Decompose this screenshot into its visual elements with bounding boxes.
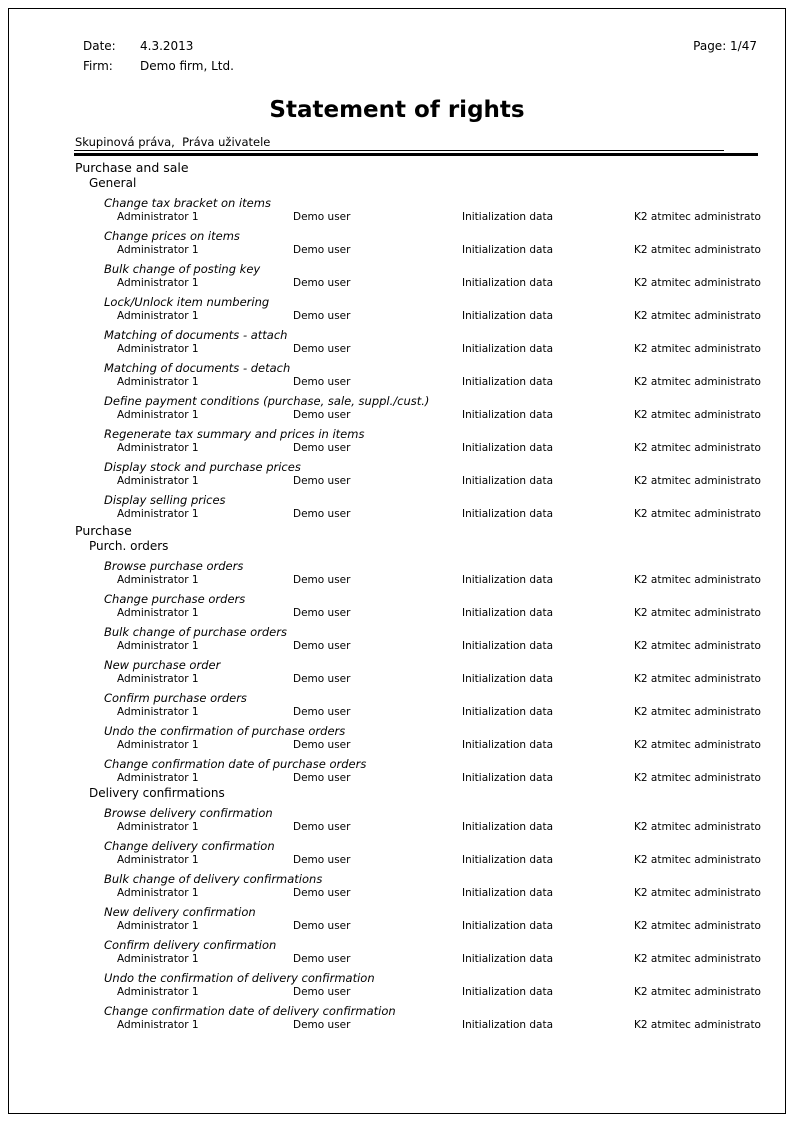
- permission-row: [9, 309, 785, 323]
- row-cell: Initialization data: [462, 475, 554, 487]
- permission-row: [9, 919, 785, 933]
- row-cell: Administrator 1: [117, 953, 199, 965]
- permission-block: [9, 626, 785, 653]
- date-label: Date:: [83, 39, 116, 53]
- row-cell: K2 atmitec administrato: [634, 607, 761, 619]
- permission-block: [9, 692, 785, 719]
- row-cell: Initialization data: [462, 953, 554, 965]
- permission-block: [9, 296, 785, 323]
- row-cell: Administrator 1: [117, 640, 199, 652]
- permission-title: Undo the confirmation of purchase orders: [104, 724, 346, 738]
- permission-block: [9, 263, 785, 290]
- row-cell: Initialization data: [462, 607, 554, 619]
- row-cell: Administrator 1: [117, 343, 199, 355]
- row-cell: K2 atmitec administrato: [634, 706, 761, 718]
- permission-title: Confirm delivery confirmation: [104, 938, 277, 952]
- row-cell: Demo user: [293, 640, 351, 652]
- date-value: 4.3.2013: [140, 39, 194, 53]
- page-number: Page: 1/47: [693, 39, 757, 53]
- row-cell: Initialization data: [462, 409, 554, 421]
- permission-block: [9, 840, 785, 867]
- row-cell: Demo user: [293, 673, 351, 685]
- permission-title: Browse purchase orders: [104, 559, 244, 573]
- permission-title: New delivery confirmation: [104, 905, 256, 919]
- permission-row: [9, 952, 785, 966]
- permission-row: [9, 820, 785, 834]
- row-cell: Administrator 1: [117, 376, 199, 388]
- permission-title: Display stock and purchase prices: [104, 460, 301, 474]
- row-cell: Initialization data: [462, 211, 554, 223]
- permission-title: Change confirmation date of delivery confirmation: [104, 1004, 396, 1018]
- permission-row: [9, 441, 785, 455]
- permission-row: [9, 507, 785, 521]
- permission-title: Change prices on items: [104, 229, 240, 243]
- permission-row: [9, 738, 785, 752]
- row-cell: K2 atmitec administrato: [634, 986, 761, 998]
- row-cell: Demo user: [293, 953, 351, 965]
- permission-row: [9, 375, 785, 389]
- permission-block: [9, 197, 785, 224]
- row-cell: Demo user: [293, 854, 351, 866]
- row-cell: Administrator 1: [117, 211, 199, 223]
- row-cell: Demo user: [293, 706, 351, 718]
- permission-row: [9, 672, 785, 686]
- permission-block: [9, 230, 785, 257]
- row-cell: K2 atmitec administrato: [634, 821, 761, 833]
- row-cell: Demo user: [293, 508, 351, 520]
- permission-block: [9, 329, 785, 356]
- header-rule-thin: [74, 150, 724, 151]
- row-cell: Initialization data: [462, 706, 554, 718]
- row-cell: Administrator 1: [117, 887, 199, 899]
- row-cell: K2 atmitec administrato: [634, 1019, 761, 1031]
- permission-row: [9, 408, 785, 422]
- row-cell: Administrator 1: [117, 442, 199, 454]
- permission-title: Change delivery confirmation: [104, 839, 275, 853]
- row-cell: Demo user: [293, 920, 351, 932]
- permission-title: Change tax bracket on items: [104, 196, 271, 210]
- row-cell: K2 atmitec administrato: [634, 343, 761, 355]
- permission-block: [9, 659, 785, 686]
- row-cell: K2 atmitec administrato: [634, 854, 761, 866]
- row-cell: K2 atmitec administrato: [634, 772, 761, 784]
- permission-row: [9, 243, 785, 257]
- row-cell: Initialization data: [462, 920, 554, 932]
- permission-title: Confirm purchase orders: [104, 691, 247, 705]
- permission-block: [9, 906, 785, 933]
- row-cell: Demo user: [293, 343, 351, 355]
- row-cell: Initialization data: [462, 574, 554, 586]
- row-cell: Administrator 1: [117, 706, 199, 718]
- row-cell: Demo user: [293, 277, 351, 289]
- firm-value: Demo firm, Ltd.: [140, 59, 234, 73]
- row-cell: Administrator 1: [117, 854, 199, 866]
- permission-row: [9, 276, 785, 290]
- row-cell: Demo user: [293, 475, 351, 487]
- permission-block: [9, 560, 785, 587]
- row-cell: Demo user: [293, 376, 351, 388]
- row-cell: Demo user: [293, 887, 351, 899]
- row-cell: K2 atmitec administrato: [634, 244, 761, 256]
- permission-title: Undo the confirmation of delivery confirmation: [104, 971, 375, 985]
- row-cell: Demo user: [293, 409, 351, 421]
- row-cell: Initialization data: [462, 640, 554, 652]
- permission-row: [9, 573, 785, 587]
- row-cell: Initialization data: [462, 854, 554, 866]
- row-cell: Administrator 1: [117, 739, 199, 751]
- subsection-title: Delivery confirmations: [89, 786, 225, 800]
- permission-row: [9, 886, 785, 900]
- row-cell: K2 atmitec administrato: [634, 409, 761, 421]
- permission-row: [9, 342, 785, 356]
- row-cell: K2 atmitec administrato: [634, 310, 761, 322]
- row-cell: Administrator 1: [117, 986, 199, 998]
- row-cell: Initialization data: [462, 442, 554, 454]
- permission-title: Change confirmation date of purchase orders: [104, 757, 367, 771]
- permission-block: [9, 362, 785, 389]
- row-cell: Administrator 1: [117, 310, 199, 322]
- row-cell: Demo user: [293, 1019, 351, 1031]
- permission-title: Matching of documents - detach: [104, 361, 291, 375]
- header-rule-thick: [74, 153, 758, 156]
- row-cell: Demo user: [293, 244, 351, 256]
- permission-block: [9, 428, 785, 455]
- row-cell: K2 atmitec administrato: [634, 673, 761, 685]
- rights-section: [9, 523, 785, 1032]
- row-cell: Administrator 1: [117, 920, 199, 932]
- row-cell: K2 atmitec administrato: [634, 739, 761, 751]
- permission-title: Lock/Unlock item numbering: [104, 295, 270, 309]
- permission-block: [9, 593, 785, 620]
- permission-title: New purchase order: [104, 658, 221, 672]
- row-cell: Demo user: [293, 310, 351, 322]
- rights-section: [9, 160, 785, 521]
- row-cell: K2 atmitec administrato: [634, 475, 761, 487]
- row-cell: Demo user: [293, 772, 351, 784]
- row-cell: Initialization data: [462, 343, 554, 355]
- row-cell: K2 atmitec administrato: [634, 277, 761, 289]
- row-cell: K2 atmitec administrato: [634, 376, 761, 388]
- row-cell: Initialization data: [462, 739, 554, 751]
- permission-block: [9, 807, 785, 834]
- row-cell: Demo user: [293, 821, 351, 833]
- row-cell: Administrator 1: [117, 607, 199, 619]
- row-cell: Demo user: [293, 739, 351, 751]
- permission-title: Define payment conditions (purchase, sale, suppl./cust.): [104, 394, 430, 408]
- row-cell: Administrator 1: [117, 673, 199, 685]
- row-cell: Demo user: [293, 211, 351, 223]
- row-cell: Initialization data: [462, 1019, 554, 1031]
- row-cell: Demo user: [293, 442, 351, 454]
- row-cell: Administrator 1: [117, 277, 199, 289]
- row-cell: Initialization data: [462, 244, 554, 256]
- row-cell: Initialization data: [462, 376, 554, 388]
- permission-block: [9, 1005, 785, 1032]
- permission-title: Matching of documents - attach: [104, 328, 288, 342]
- section-title: Purchase: [75, 523, 132, 538]
- permission-row: [9, 210, 785, 224]
- row-cell: Administrator 1: [117, 772, 199, 784]
- permission-row: [9, 705, 785, 719]
- row-cell: Initialization data: [462, 508, 554, 520]
- permission-title: Display selling prices: [104, 493, 226, 507]
- permission-block: [9, 873, 785, 900]
- permission-block: [9, 939, 785, 966]
- permission-row: [9, 853, 785, 867]
- permission-block: [9, 725, 785, 752]
- report-title: Statement of rights: [269, 97, 525, 123]
- row-cell: Demo user: [293, 607, 351, 619]
- permission-row: [9, 639, 785, 653]
- permission-row: [9, 771, 785, 785]
- permission-title: Browse delivery confirmation: [104, 806, 273, 820]
- permission-title: Bulk change of posting key: [104, 262, 261, 276]
- row-cell: K2 atmitec administrato: [634, 211, 761, 223]
- row-cell: Initialization data: [462, 277, 554, 289]
- permission-title: Change purchase orders: [104, 592, 246, 606]
- permission-block: [9, 494, 785, 521]
- row-cell: Initialization data: [462, 821, 554, 833]
- permission-block: [9, 395, 785, 422]
- row-cell: K2 atmitec administrato: [634, 574, 761, 586]
- row-cell: Initialization data: [462, 673, 554, 685]
- row-cell: K2 atmitec administrato: [634, 920, 761, 932]
- permission-block: [9, 972, 785, 999]
- subsection-title: Purch. orders: [89, 539, 169, 553]
- row-cell: Administrator 1: [117, 821, 199, 833]
- report-subtitle: Skupinová práva, Práva uživatele: [75, 135, 271, 149]
- row-cell: Administrator 1: [117, 1019, 199, 1031]
- row-cell: Demo user: [293, 574, 351, 586]
- row-cell: K2 atmitec administrato: [634, 508, 761, 520]
- row-cell: K2 atmitec administrato: [634, 953, 761, 965]
- row-cell: K2 atmitec administrato: [634, 442, 761, 454]
- permission-title: Bulk change of delivery confirmations: [104, 872, 323, 886]
- row-cell: Initialization data: [462, 986, 554, 998]
- row-cell: Initialization data: [462, 772, 554, 784]
- permission-row: [9, 474, 785, 488]
- firm-label: Firm:: [83, 59, 113, 73]
- permission-block: [9, 758, 785, 785]
- row-cell: Administrator 1: [117, 409, 199, 421]
- row-cell: K2 atmitec administrato: [634, 640, 761, 652]
- row-cell: Administrator 1: [117, 475, 199, 487]
- subsection-title: General: [89, 176, 137, 190]
- row-cell: Administrator 1: [117, 508, 199, 520]
- report-page: [8, 8, 786, 1114]
- report-body: [9, 160, 785, 1032]
- permission-block: [9, 461, 785, 488]
- row-cell: Initialization data: [462, 887, 554, 899]
- row-cell: Administrator 1: [117, 244, 199, 256]
- permission-row: [9, 1018, 785, 1032]
- row-cell: Initialization data: [462, 310, 554, 322]
- permission-row: [9, 985, 785, 999]
- permission-title: Bulk change of purchase orders: [104, 625, 287, 639]
- permission-title: Regenerate tax summary and prices in items: [104, 427, 365, 441]
- row-cell: Administrator 1: [117, 574, 199, 586]
- section-title: Purchase and sale: [75, 160, 189, 175]
- row-cell: K2 atmitec administrato: [634, 887, 761, 899]
- permission-row: [9, 606, 785, 620]
- row-cell: Demo user: [293, 986, 351, 998]
